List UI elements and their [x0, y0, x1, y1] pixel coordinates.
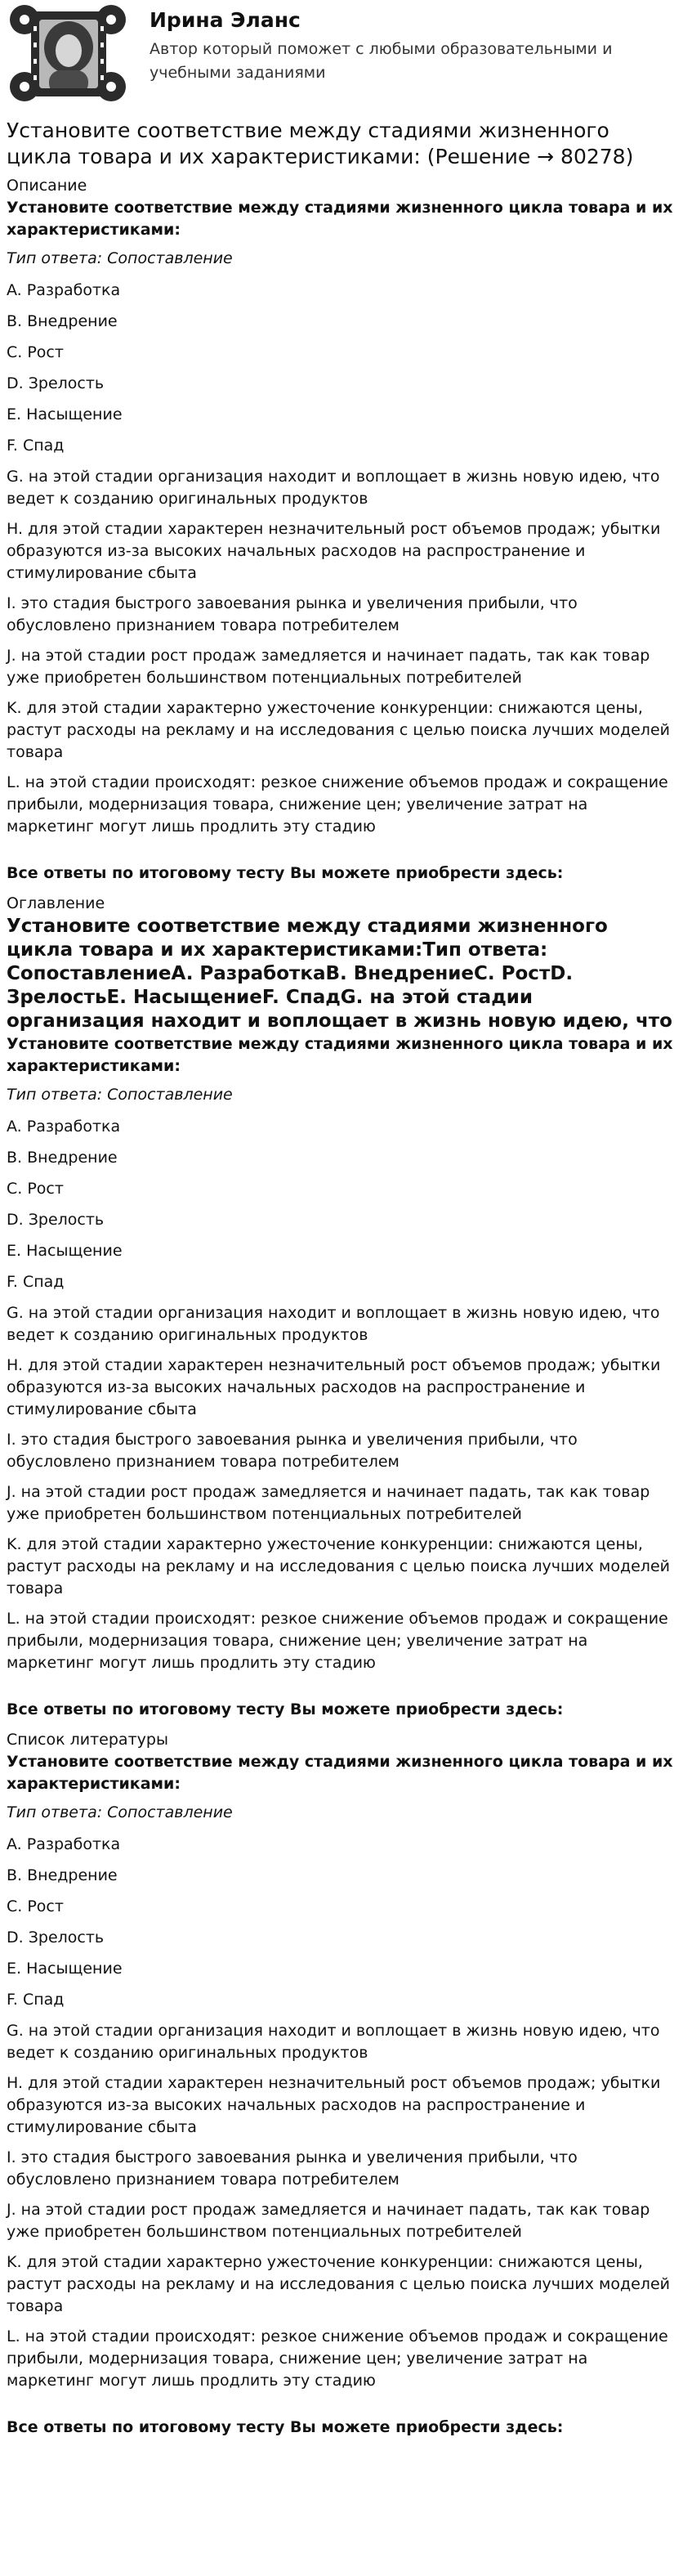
option-f: F. Спад [7, 1273, 65, 1291]
toc-label: Оглавление [7, 894, 105, 912]
option-a: A. Разработка [7, 1835, 121, 1853]
item-l: L. на этой стадии происходят: резкое снижение объемов продаж и сокращение прибыли, модернизация товара, снижение цен; увеличение затрат на маркетинг могут лишь продлить эту стадию [7, 773, 668, 836]
item-l: L. на этой стадии происходят: резкое снижение объемов продаж и сокращение прибыли, модернизация товара, снижение цен; увеличение затрат на маркетинг могут лишь продлить эту стадию [7, 2327, 668, 2390]
item-i: I. это стадия быстрого завоевания рынка и увеличения прибыли, что обусловлено признанием товара потребителем [7, 594, 578, 634]
option-b: B. Внедрение [7, 1149, 118, 1167]
option-d: D. Зрелость [7, 374, 105, 392]
toc-title: Установите соответствие между стадиями жизненного цикла товара и их характеристиками:Тип ответа: СопоставлениеA. РазработкаB. ВнедрениеC. РостD. ЗрелостьE. НасыщениеF. СпадG. на этой стадии организация находит и воплощает в жизнь новую идею, что [7, 916, 672, 1032]
page-title: Установите соответствие между стадиями жизненного цикла товара и их характеристиками: (Решение → 80278) [7, 119, 634, 168]
buy-note: Все ответы по итоговому тесту Вы можете приобрести здесь: [7, 1700, 564, 1718]
item-j: J. на этой стадии рост продаж замедляется и начинает падать, так как товар уже приобретен большинством потенциальных потребителей [7, 1483, 650, 1523]
option-e: E. Насыщение [7, 1242, 123, 1260]
option-c: C. Рост [7, 1897, 64, 1915]
option-c: C. Рост [7, 1180, 64, 1198]
option-a: A. Разработка [7, 281, 121, 299]
option-d: D. Зрелость [7, 1211, 105, 1229]
item-i: I. это стадия быстрого завоевания рынка и увеличения прибыли, что обусловлено признанием товара потребителем [7, 2148, 578, 2188]
buy-note: Все ответы по итоговому тесту Вы можете приобрести здесь: [7, 864, 564, 882]
toc-section [7, 893, 676, 1721]
question-title: Установите соответствие между стадиями жизненного цикла товара и их характеристиками: [7, 199, 673, 239]
main-content [7, 118, 676, 2447]
answer-type: Тип ответа: Сопоставление [7, 1803, 233, 1821]
option-c: C. Рост [7, 343, 64, 361]
author-card [0, 0, 692, 110]
item-k: K. для этой стадии характерно ужесточение конкуренции: снижаются цены, растут расходы на рекламу и на исследования с целью поиска лучших моделей товара [7, 1535, 670, 1597]
item-h: H. для этой стадии характерен незначительный рост объемов продаж; убытки образуются из-за высоких начальных расходов на распространение и стимулирование сбыта [7, 2074, 661, 2136]
item-i: I. это стадия быстрого завоевания рынка и увеличения прибыли, что обусловлено признанием товара потребителем [7, 1431, 578, 1471]
item-h: H. для этой стадии характерен незначительный рост объемов продаж; убытки образуются из-за высоких начальных расходов на распространение и стимулирование сбыта [7, 520, 661, 582]
item-g: G. на этой стадии организация находит и воплощает в жизнь новую идею, что ведет к созданию оригинальных продуктов [7, 1304, 660, 1344]
answer-type: Тип ответа: Сопоставление [7, 249, 233, 267]
item-k: K. для этой стадии характерно ужесточение конкуренции: снижаются цены, растут расходы на рекламу и на исследования с целью поиска лучших моделей товара [7, 2253, 670, 2315]
answer-type: Тип ответа: Сопоставление [7, 1086, 233, 1104]
avatar [7, 2, 129, 105]
author-name[interactable]: Ирина Эланс [150, 8, 301, 32]
option-e: E. Насыщение [7, 1960, 123, 1978]
item-j: J. на этой стадии рост продаж замедляется и начинает падать, так как товар уже приобретен большинством потенциальных потребителей [7, 647, 650, 687]
option-f: F. Спад [7, 1991, 65, 2009]
item-g: G. на этой стадии организация находит и воплощает в жизнь новую идею, что ведет к созданию оригинальных продуктов [7, 468, 660, 508]
bibliography-section [7, 1729, 676, 2439]
description-label: Описание [7, 177, 87, 195]
option-d: D. Зрелость [7, 1929, 105, 1947]
item-h: H. для этой стадии характерен незначительный рост объемов продаж; убытки образуются из-за высоких начальных расходов на распространение и стимулирование сбыта [7, 1356, 661, 1418]
option-f: F. Спад [7, 437, 65, 455]
option-a: A. Разработка [7, 1118, 121, 1136]
option-b: B. Внедрение [7, 1866, 118, 1884]
item-k: K. для этой стадии характерно ужесточение конкуренции: снижаются цены, растут расходы на рекламу и на исследования с целью поиска лучших моделей товара [7, 699, 670, 761]
question-title: Установите соответствие между стадиями жизненного цикла товара и их характеристиками: [7, 1753, 673, 1793]
author-description: Автор который поможет с любыми образовательными и учебными заданиями [150, 40, 613, 82]
option-b: B. Внедрение [7, 312, 118, 330]
description-section [7, 175, 676, 885]
item-j: J. на этой стадии рост продаж замедляется и начинает падать, так как товар уже приобретен большинством потенциальных потребителей [7, 2201, 650, 2241]
option-e: E. Насыщение [7, 405, 123, 423]
buy-note: Все ответы по итоговому тесту Вы можете приобрести здесь: [7, 2418, 564, 2436]
avatar-film-frame-icon [7, 2, 129, 105]
item-l: L. на этой стадии происходят: резкое снижение объемов продаж и сокращение прибыли, модернизация товара, снижение цен; увеличение затрат на маркетинг могут лишь продлить эту стадию [7, 1610, 668, 1672]
question-title: Установите соответствие между стадиями жизненного цикла товара и их характеристиками: [7, 1035, 673, 1075]
bibliography-label: Список литературы [7, 1731, 168, 1749]
item-g: G. на этой стадии организация находит и воплощает в жизнь новую идею, что ведет к созданию оригинальных продуктов [7, 2022, 660, 2062]
